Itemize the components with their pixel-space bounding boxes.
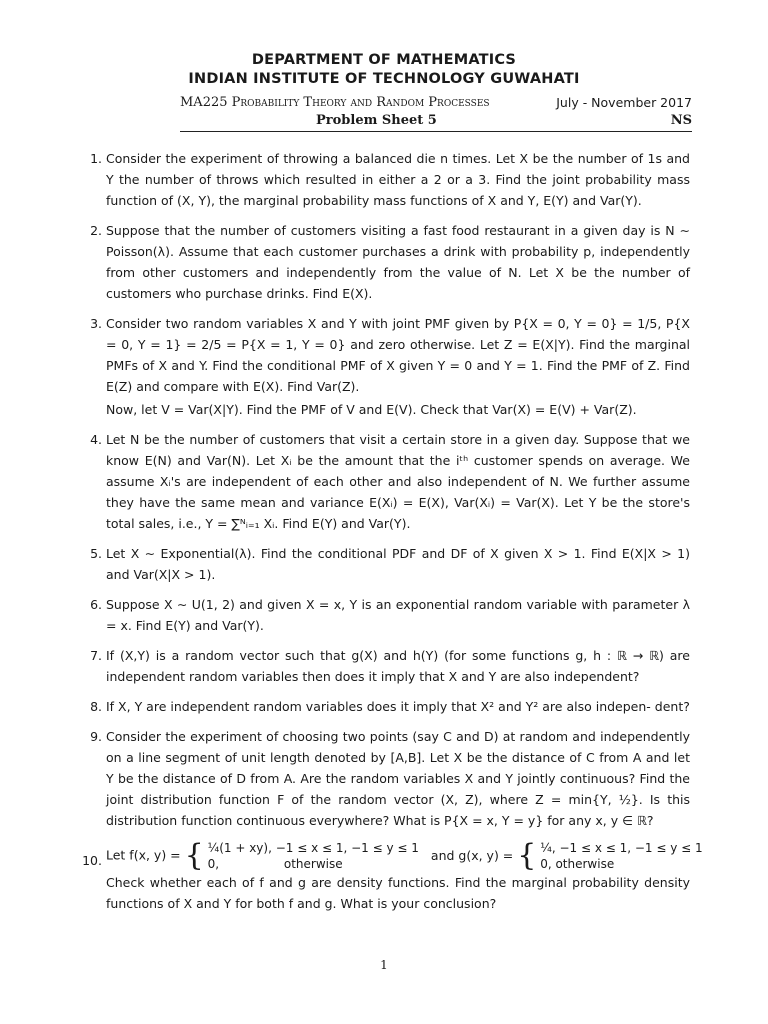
g-piecewise xyxy=(517,840,702,872)
g-case-1: ¼, −1 ≤ x ≤ 1, −1 ≤ y ≤ 1 xyxy=(540,841,703,855)
problem-3 xyxy=(78,313,690,420)
problem-text: Suppose X ∼ U(1, 2) and given X = x, Y is an exponential random variable with parameter λ = x. Find E(Y) and Var(Y). xyxy=(106,597,690,633)
problem-text: Consider two random variables X and Y with joint PMF given by P{X = 0, Y = 0} = 1/5, P{X = 0, Y = 1} = 2/5 = P{X = 1, Y = 0} and zero otherwise. Let Z = E(X|Y). Find the marginal PMFs of X and Y. Find the conditional PMF of X given Y = 0 and Y = 1. Find the PMF of Z. Find E(Z) and compare with E(X). Find Var(Z). xyxy=(106,316,690,394)
g-definition-lead: and g(x, y) = xyxy=(430,847,514,863)
left-brace-icon: { xyxy=(517,838,537,873)
term-label: July - November 2017 xyxy=(556,95,692,110)
header-rule xyxy=(180,131,692,132)
problem-number: 5. xyxy=(90,546,102,561)
problem-text: If X, Y are independent random variables does it imply that X² and Y² are also indepen- dent? xyxy=(106,699,690,714)
problem-9 xyxy=(78,726,690,831)
author-initials: NS xyxy=(670,113,692,128)
f-case-1: ¼(1 + xy), −1 ≤ x ≤ 1, −1 ≤ y ≤ 1 xyxy=(207,841,419,855)
problem-7 xyxy=(78,645,690,687)
page-number: 1 xyxy=(380,958,388,972)
problem-text: Suppose that the number of customers visiting a fast food restaurant in a given day is N ∼ Poisson(λ). Assume that each customer purchases a drink with probability p, independently from other customers and independently from the value of N. Let X be the number of customers who purchase drinks. Find E(X). xyxy=(106,223,690,301)
problem-text: Let X ∼ Exponential(λ). Find the conditional PDF and DF of X given X > 1. Find E(X|X > 1) and Var(X|X > 1). xyxy=(106,546,690,582)
problem-number: 1. xyxy=(90,151,102,166)
problem-4 xyxy=(78,429,690,534)
problem-number: 10. xyxy=(82,853,102,868)
problem-text: If (X,Y) is a random vector such that g(X) and h(Y) (for some functions g, h : ℝ → ℝ) are independent random variables then does it imply that X and Y are also independent? xyxy=(106,648,690,684)
problem-number: 7. xyxy=(90,648,102,663)
left-brace-icon: { xyxy=(184,838,204,873)
g-case-2: 0, otherwise xyxy=(540,857,615,871)
problem-number: 9. xyxy=(90,729,102,744)
sheet-title: Problem Sheet 5 xyxy=(316,113,437,128)
density-definitions xyxy=(106,838,703,873)
problem-8 xyxy=(78,696,690,717)
f-piecewise xyxy=(185,840,419,872)
problem-6 xyxy=(78,594,690,636)
problem-text: Consider the experiment of choosing two points (say C and D) at random and independently on a line segment of unit length denoted by [A,B]. Let X be the distance of C from A and let Y be the distance of D from A. Are the random variables X and Y jointly continuous? Find the joint distribution function F of the random vector (X, Z), where Z = min{Y, ½}. Is this distribution function continuous everywhere? What is P{X = x, Y = y} for any x, y ∈ ℝ? xyxy=(106,729,690,828)
problem-list xyxy=(78,148,703,914)
problem-text: Let N be the number of customers that visit a certain store in a given day. Suppose that we know E(N) and Var(N). Let Xᵢ be the amount that the iᵗʰ customer spends on average. We assume Xᵢ's are independent of each other and also independent of N. We further assume they have the same mean and variance E(Xᵢ) = E(X), Var(Xᵢ) = Var(X). Let Y be the store's total sales, i.e., Y = ∑ᴺᵢ₌₁ Xᵢ. Find E(Y) and Var(Y). xyxy=(106,432,690,531)
problem-followup: Now, let V = Var(X|Y). Find the PMF of V and E(V). Check that Var(X) = E(V) + Var(Z). xyxy=(106,402,637,417)
course-title: MA225 Probability Theory and Random Processes xyxy=(180,95,490,110)
problem-1 xyxy=(78,148,690,211)
problem-2 xyxy=(78,220,690,304)
f-case-2: 0, otherwise xyxy=(207,857,343,871)
problem-number: 6. xyxy=(90,597,102,612)
f-definition-lead: Let f(x, y) = xyxy=(106,847,181,863)
problem-5 xyxy=(78,543,690,585)
institute-heading: INDIAN INSTITUTE OF TECHNOLOGY GUWAHATI xyxy=(188,71,580,87)
problem-followup: Check whether each of f and g are density functions. Find the marginal probability density functions of X and Y for both f and g. What is your conclusion? xyxy=(106,875,690,911)
problem-text: Consider the experiment of throwing a balanced die n times. Let X be the number of 1s and Y the number of throws which resulted in either a 2 or a 3. Find the joint probability mass function of (X, Y), the marginal probability mass functions of X and Y, E(Y) and Var(Y). xyxy=(106,151,690,208)
problem-number: 4. xyxy=(90,432,102,447)
problem-number: 8. xyxy=(90,699,102,714)
problem-number: 2. xyxy=(90,223,102,238)
problem-10 xyxy=(78,838,703,914)
department-heading: DEPARTMENT OF MATHEMATICS xyxy=(251,52,517,68)
problem-number: 3. xyxy=(90,316,102,331)
